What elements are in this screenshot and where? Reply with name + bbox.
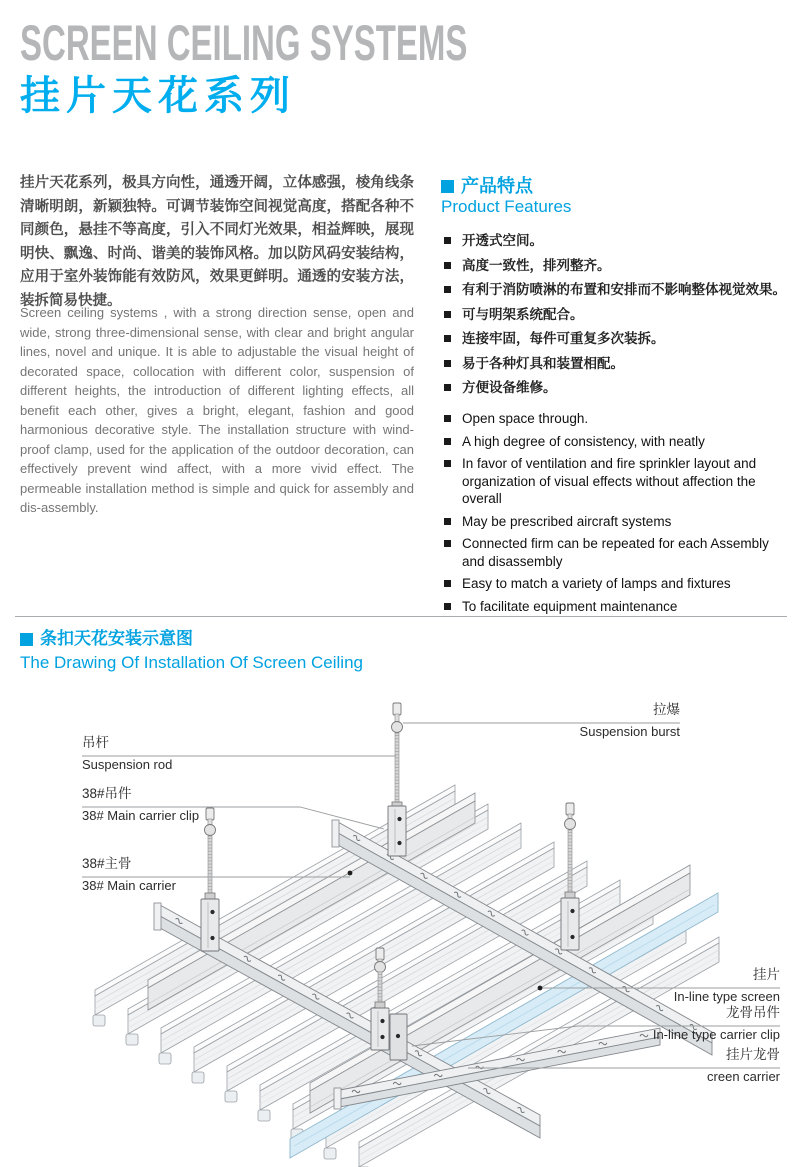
feature-item-zh: 高度一致性，排列整齐。 [444,257,791,274]
feature-item-en: May be prescribed aircraft systems [444,513,791,531]
label-suspension-burst: 拉爆 Suspension burst [579,702,680,739]
label-screen-carrier: 挂片龙骨 creen carrier [707,1047,780,1084]
label-main-carrier-clip: 38#吊件 38# Main carrier clip [82,786,200,823]
installation-heading-en: The Drawing Of Installation Of Screen Ceiling [20,653,363,672]
feature-item-en: To facilitate equipment maintenance [444,598,791,616]
installation-heading-zh-text: 条扣天花安装示意图 [40,629,193,648]
feature-item-zh: 开透式空间。 [444,232,791,249]
feature-item-zh: 连接牢固，每件可重复多次装拆。 [444,330,791,347]
label-main-carrier: 38#主骨 38# Main carrier [82,856,176,893]
feature-item-zh: 有利于消防喷淋的布置和安排而不影响整体视觉效果。 [444,281,791,298]
page-title-en: SCREEN CEILING SYSTEMS [20,15,468,71]
feature-item-zh: 可与明架系统配合。 [444,306,791,323]
features-heading-zh-text: 产品特点 [461,176,533,196]
label-suspension-rod: 吊杆 Suspension rod [82,735,173,772]
feature-item-zh: 方便设备维修。 [444,379,791,396]
feature-item-en: Easy to match a variety of lamps and fixtures [444,575,791,593]
label-inline-screen: 挂片 In-line type screen [673,967,780,1004]
features-heading-en: Product Features [441,197,572,216]
feature-item-zh: 易于各种灯具和装置相配。 [444,355,791,372]
feature-item-en: Open space through. [444,410,791,428]
feature-item-en: A high degree of consistency, with neatly [444,433,791,451]
perforated-carriers [154,820,712,1138]
intro-paragraph-zh: 挂片天花系列，极具方向性，通透开阔，立体感强，棱角线条清晰明朗，新颖独特。可调节装饰空间视觉高度，搭配各种不同颜色，悬挂不等高度，引入不同灯光效果，相益辉映，展现明快、飘逸、时尚、谐美的装饰风格。加以防风码安装结构，应用于室外装饰能有效防风，效果更鲜明。通透的安装方法，装拆简易快捷。 [20,175,414,309]
intro-paragraph-en: Screen ceiling systems , with a strong direction sense, open and wide, strong three-dimensional sense, with clear and bright angular lines, novel and unique. It is able to adjustable the visual height of decorated space, collocation with different color, suspension of different heights, the introduction of different lighting effects, all benefit each other, gives a bright, elegant, fashion and good harmonious decorative style. The installation structure with wind-proof clamp, used for the application of the outdoor decoration, can effectively prevent wind affect, with a more vivid effect. The permeable installation method is simple and quick for assembly and dis-assembly. [20,305,414,515]
label-inline-carrier-clip: 龙骨吊件 In-line type carrier clip [652,1005,780,1042]
page-title-zh: 挂片天花系列 [20,74,296,118]
feature-item-en: In favor of ventilation and fire sprinkler layout and organization of visual effects without affection the overall [444,455,791,508]
feature-item-en: Connected firm can be repeated for each Assembly and disassembly [444,535,791,570]
